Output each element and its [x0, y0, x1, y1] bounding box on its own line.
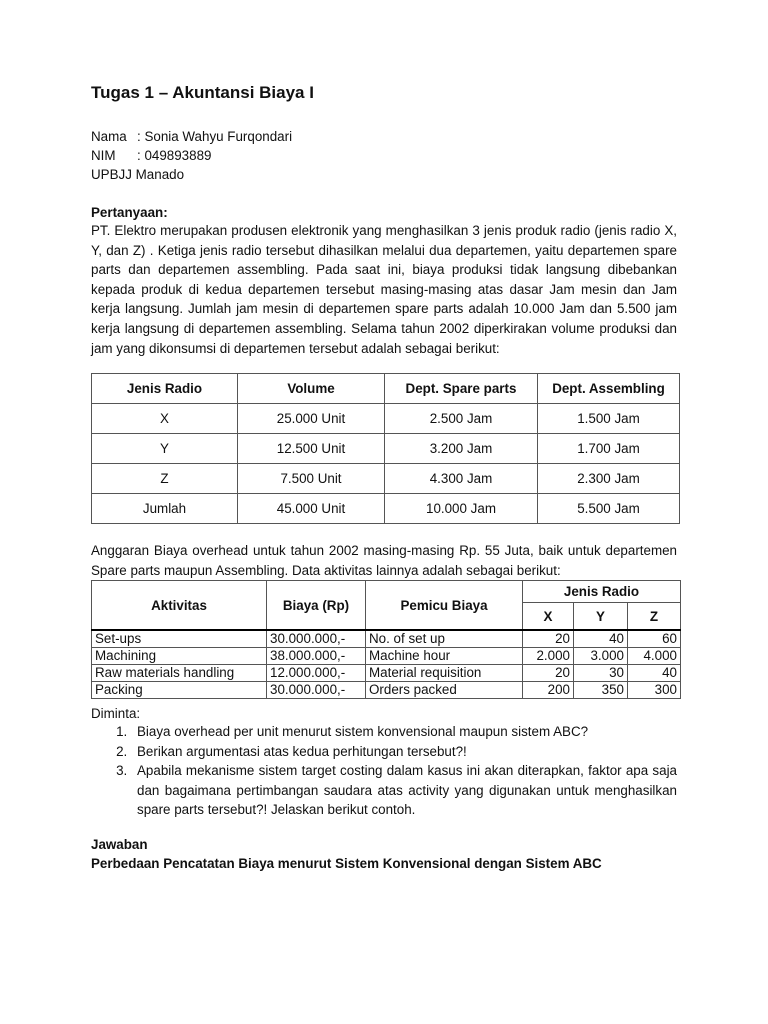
table-cell: 200: [523, 682, 574, 699]
table-cell: 300: [628, 682, 681, 699]
table-cell: 4.300 Jam: [385, 464, 538, 494]
table-cell: 3.000: [574, 648, 628, 665]
table-cell: 350: [574, 682, 628, 699]
table-cell: 30.000.000,-: [267, 682, 366, 699]
table-row-total: [92, 494, 680, 524]
header-z: Z: [628, 603, 681, 631]
table-cell: 40: [574, 630, 628, 648]
table-row: [92, 404, 680, 434]
table-cell: 3.200 Jam: [385, 434, 538, 464]
table-row: [92, 434, 680, 464]
activity-table-header: [92, 581, 681, 603]
list-item: 3. Apabila mekanisme sistem target costing dalam kasus ini akan diterapkan, faktor apa saja dan bagaimana pertimbangan saudara atas activity yang digunakan untuk menghasilkan spare parts tersebut?! Jelaskan berikut contoh.: [131, 761, 677, 820]
table-cell: 60: [628, 630, 681, 648]
table-row: [92, 630, 681, 648]
production-table-header: [92, 374, 680, 404]
table-cell: No. of set up: [366, 630, 523, 648]
overhead-paragraph: Anggaran Biaya overhead untuk tahun 2002 masing-masing Rp. 55 Juta, baik untuk departemen Spare parts maupun Assembling. Data aktivitas lainnya adalah sebagai berikut:: [91, 543, 677, 578]
table-cell: Orders packed: [366, 682, 523, 699]
table-cell: 20: [523, 665, 574, 682]
table-cell: 1.500 Jam: [538, 404, 680, 434]
table-cell: 1.700 Jam: [538, 434, 680, 464]
table-cell: Material requisition: [366, 665, 523, 682]
table-cell: Set-ups: [92, 630, 267, 648]
activity-table: [91, 580, 681, 699]
header-dept-spare-parts: Dept. Spare parts: [385, 374, 538, 404]
table-cell: 12.000.000,-: [267, 665, 366, 682]
header-aktivitas: Aktivitas: [92, 581, 267, 631]
table-cell: Raw materials handling: [92, 665, 267, 682]
header-jenis-radio: Jenis Radio: [92, 374, 238, 404]
table-cell: Machine hour: [366, 648, 523, 665]
table-cell: Jumlah: [92, 494, 238, 524]
answer-subheading: Perbedaan Pencatatan Biaya menurut Sistem Konvensional dengan Sistem ABC: [91, 856, 602, 871]
table-row: [92, 665, 681, 682]
table-cell: 30: [574, 665, 628, 682]
document-title: Tugas 1 – Akuntansi Biaya I: [91, 83, 314, 102]
question-body: PT. Elektro merupakan produsen elektronik yang menghasilkan 3 jenis produk radio (jenis radio X, Y, dan Z) . Ketiga jenis radio tersebut dihasilkan melalui dua departemen, yaitu departemen spare parts dan departemen assembling. Pada saat ini, biaya produksi tidak langsung dibebankan kepada produk di kedua departemen tersebut masing-masing atas dasar Jam mesin dan Jam kerja langsung. Jumlah jam mesin di departemen spare parts adalah 10.000 Jam dan 5.500 jam kerja langsung di departemen assembling. Selama tahun 2002 diperkirakan volume produksi dan jam yang dikonsumsi di departemen tersebut adalah sebagai berikut:: [91, 223, 677, 356]
table-cell: 4.000: [628, 648, 681, 665]
name-label: Nama: [91, 129, 127, 144]
header-volume: Volume: [238, 374, 385, 404]
table-cell: 2.500 Jam: [385, 404, 538, 434]
header-y: Y: [574, 603, 628, 631]
header-dept-assembling: Dept. Assembling: [538, 374, 680, 404]
name-value: : Sonia Wahyu Furqondari: [137, 129, 293, 144]
upbjj-line: UPBJJ Manado: [91, 167, 185, 182]
table-cell: 40: [628, 665, 681, 682]
list-item: 2. Berikan argumentasi atas kedua perhitungan tersebut?!: [131, 742, 677, 762]
table-cell: 45.000 Unit: [238, 494, 385, 524]
header-pemicu-biaya: Pemicu Biaya: [366, 581, 523, 631]
diminta-heading: Diminta:: [91, 706, 141, 721]
table-cell: 2.000: [523, 648, 574, 665]
table-cell: 30.000.000,-: [267, 630, 366, 648]
table-cell: 38.000.000,-: [267, 648, 366, 665]
table-cell: 20: [523, 630, 574, 648]
nim-value: : 049893889: [137, 148, 212, 163]
nim-label: NIM: [91, 148, 116, 163]
header-x: X: [523, 603, 574, 631]
answer-heading: Jawaban: [91, 837, 148, 852]
diminta-list: [91, 722, 677, 820]
table-cell: Machining: [92, 648, 267, 665]
header-jenis-radio: Jenis Radio: [523, 581, 681, 603]
table-cell: 10.000 Jam: [385, 494, 538, 524]
table-cell: Y: [92, 434, 238, 464]
table-row: [92, 648, 681, 665]
name-line: [91, 127, 292, 146]
table-cell: 25.000 Unit: [238, 404, 385, 434]
question-heading: Pertanyaan:: [91, 205, 168, 220]
table-cell: X: [92, 404, 238, 434]
table-cell: Z: [92, 464, 238, 494]
table-cell: 12.500 Unit: [238, 434, 385, 464]
table-row: [92, 682, 681, 699]
table-cell: 2.300 Jam: [538, 464, 680, 494]
table-cell: 5.500 Jam: [538, 494, 680, 524]
nim-line: [91, 146, 211, 165]
list-item: 1. Biaya overhead per unit menurut sistem konvensional maupun sistem ABC?: [131, 722, 677, 742]
table-cell: Packing: [92, 682, 267, 699]
table-cell: 7.500 Unit: [238, 464, 385, 494]
table-row: [92, 464, 680, 494]
production-table: [91, 373, 680, 524]
header-biaya: Biaya (Rp): [267, 581, 366, 631]
